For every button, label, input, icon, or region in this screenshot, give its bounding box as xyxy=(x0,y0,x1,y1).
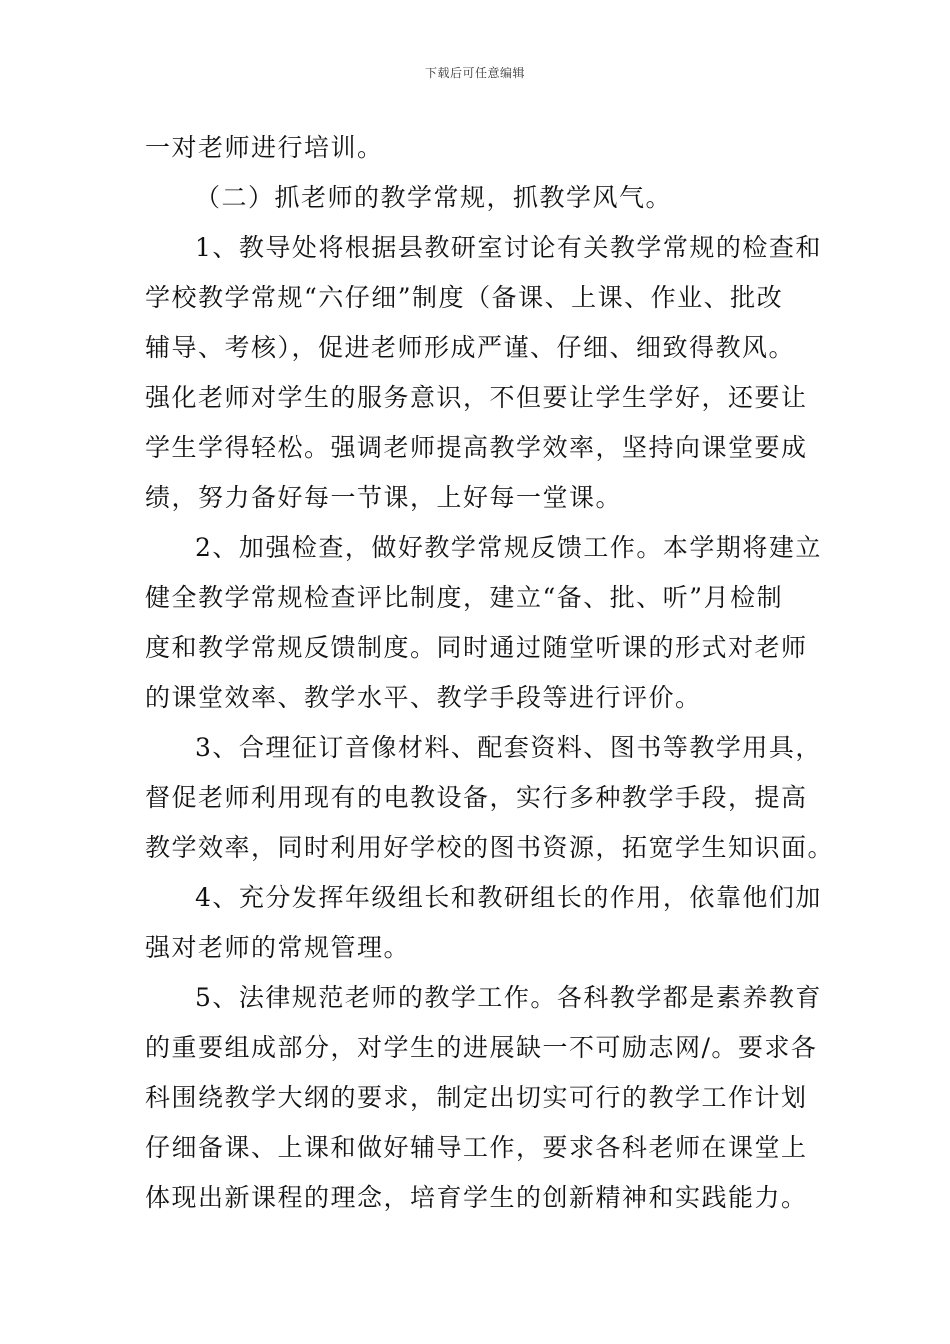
text-line: 督促老师利用现有的电教设备，实行多种教学手段，提高 xyxy=(145,783,808,812)
text-line: 强对老师的常规管理。 xyxy=(145,933,411,962)
text-line: 体现出新课程的理念，培育学生的创新精神和实践能力。 xyxy=(145,1183,808,1212)
text-line: 科围绕教学大纲的要求，制定出切实可行的教学工作计划 xyxy=(145,1083,808,1112)
text-line: 3、合理征订音像材料、配套资料、图书等教学用具， xyxy=(195,733,822,762)
text-line: 1、教导处将根据县教研室讨论有关教学常规的检查和 xyxy=(195,233,822,262)
text-line: 的课堂效率、教学水平、教学手段等进行评价。 xyxy=(145,683,702,712)
text-line: 绩，努力备好每一节课，上好每一堂课。 xyxy=(145,483,623,512)
text-line: 强化老师对学生的服务意识，不但要让学生学好，还要让 xyxy=(145,383,808,412)
text-line: 健全教学常规检查评比制度，建立“备、批、听”月检制 xyxy=(145,583,784,612)
text-line: 学校教学常规“六仔细”制度（备课、上课、作业、批改 xyxy=(145,283,784,312)
text-line: 学生学得轻松。强调老师提高教学效率，坚持向课堂要成 xyxy=(145,433,808,462)
text-line: 教学效率，同时利用好学校的图书资源，拓宽学生知识面。 xyxy=(145,833,835,862)
page-header: 下载后可任意编辑 xyxy=(424,66,525,80)
text-line: 的重要组成部分，对学生的进展缺一不可励志网/。要求各 xyxy=(145,1033,818,1062)
text-line: 辅导、考核），促进老师形成严谨、仔细、细致得教风。 xyxy=(145,333,796,362)
text-line: 2、加强检查，做好教学常规反馈工作。本学期将建立 xyxy=(195,533,822,562)
text-line: 度和教学常规反馈制度。同时通过随堂听课的形式对老师 xyxy=(145,633,808,662)
text-line: 4、充分发挥年级组长和教研组长的作用，依靠他们加 xyxy=(195,883,822,912)
text-line: 一对老师进行培训。 xyxy=(145,133,384,162)
text-line: 仔细备课、上课和做好辅导工作，要求各科老师在课堂上 xyxy=(145,1133,808,1162)
section-heading: （二）抓老师的教学常规，抓教学风气。 xyxy=(195,183,673,212)
text-line: 5、法律规范老师的教学工作。各科教学都是素养教育 xyxy=(195,983,822,1012)
